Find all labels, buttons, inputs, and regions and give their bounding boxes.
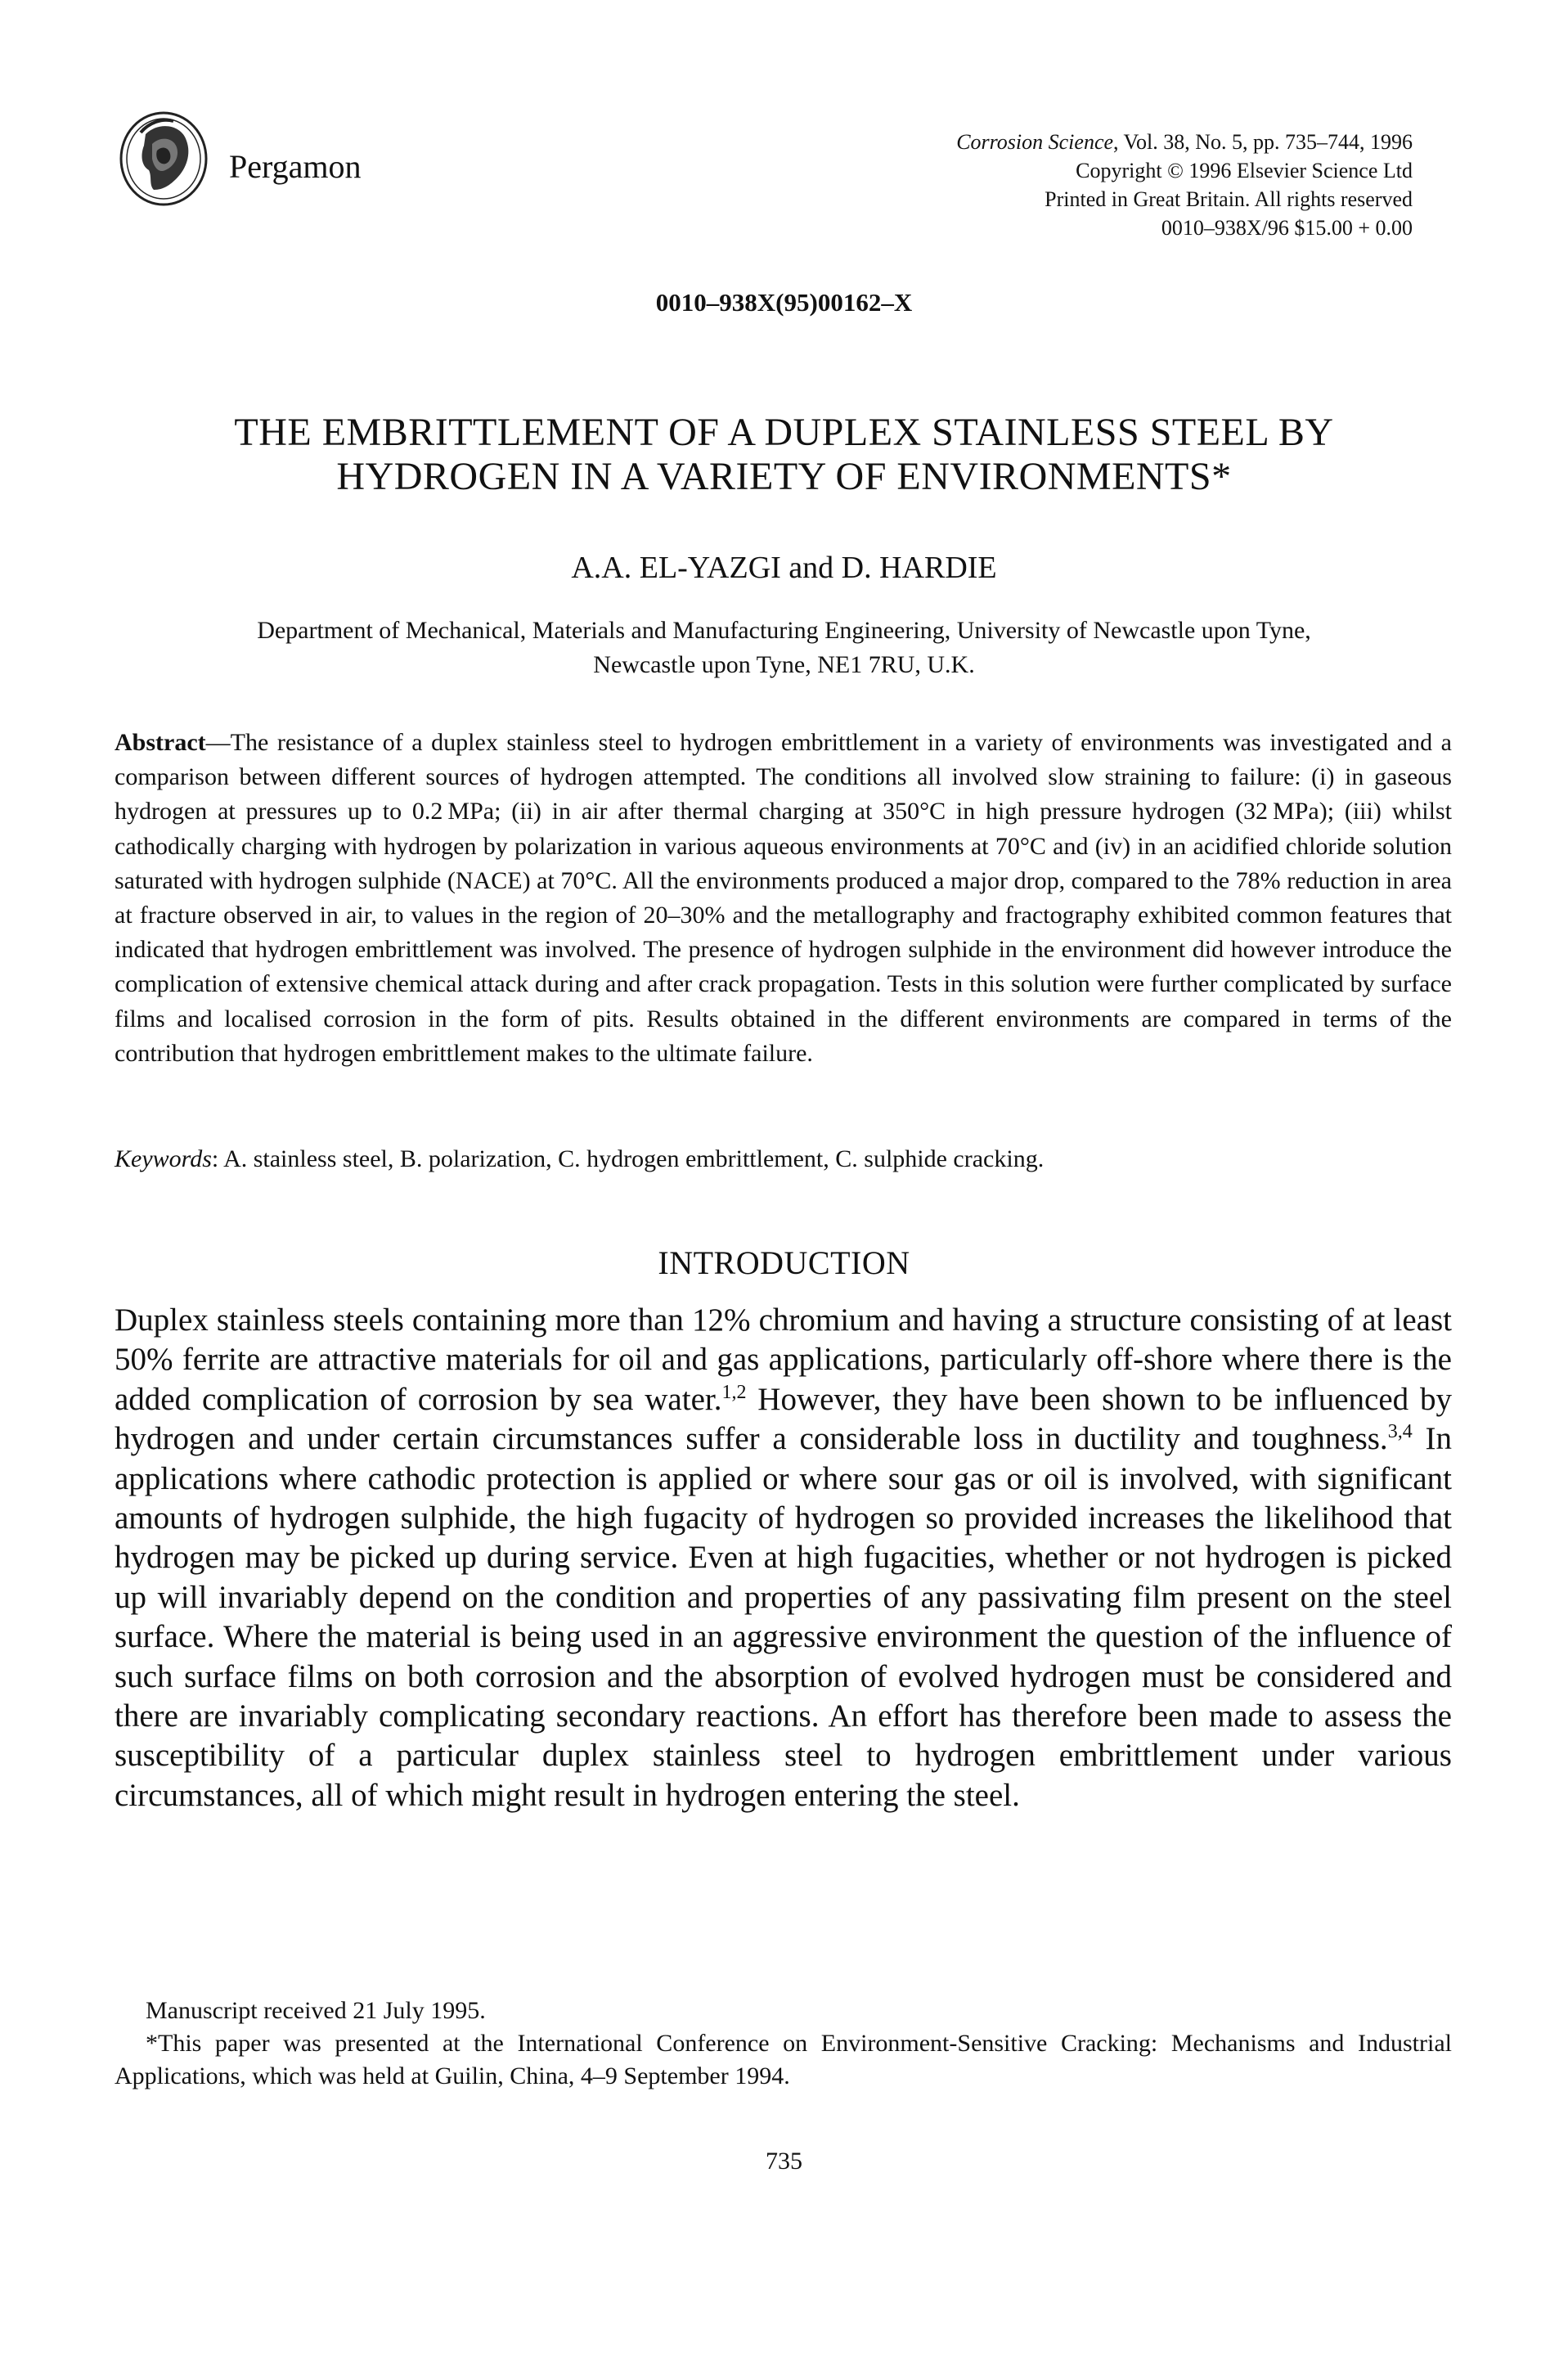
title-line-1: THE EMBRITTLEMENT OF A DUPLEX STAINLESS STEEL BY xyxy=(234,411,1334,454)
publisher-name: Pergamon xyxy=(229,148,362,185)
abstract-label: Abstract xyxy=(115,729,206,756)
footnote-received: Manuscript received 21 July 1995. xyxy=(146,1997,486,2024)
printed-line: Printed in Great Britain. All rights reserved xyxy=(1045,187,1413,211)
affiliation xyxy=(106,614,1462,682)
intro-text-part-3: In applications where cathodic protection is applied or where sour gas or oil is involved, with significant amounts of hydrogen sulphide, the high fugacity of hydrogen so provided increases the likelihood that hydrogen may be picked up during service. Even at high fugacities, whether or not hydrogen is picked up will invariably depend on the condition and properties of any passivating film present on the steel surface. Where the material is being used in an aggressive environment the question of the influence of such surface films on both corrosion and the absorption of evolved hydrogen must be considered and there are invariably complicating secondary reactions. An effort has therefore been made to assess the susceptibility of a particular duplex stainless steel to hydrogen embrittlement under various circumstances, all of which might result in hydrogen entering the steel. xyxy=(115,1421,1452,1813)
affiliation-line-2: Newcastle upon Tyne, NE1 7RU, U.K. xyxy=(593,651,975,678)
copyright-line: Copyright © 1996 Elsevier Science Ltd xyxy=(1076,159,1413,182)
page-number: 735 xyxy=(766,2148,802,2175)
reference-superscript: 3,4 xyxy=(1387,1421,1413,1443)
keywords-label: Keywords xyxy=(115,1145,212,1172)
journal-info xyxy=(956,128,1413,242)
journal-volume-details: , Vol. 38, No. 5, pp. 735–744, 1996 xyxy=(1113,130,1413,154)
authors: A.A. EL-YAZGI and D. HARDIE xyxy=(571,551,997,585)
intro-text-part-2: However, they have been shown to be influenced by hydrogen and under certain circumstances suffer a considerable loss in ductility and toughness. xyxy=(115,1381,1453,1457)
footnote-presented: *This paper was presented at the International Conference on Environment-Sensitive Cracking: Mechanisms and Industrial Applications, which was held at Guilin, China, 4–9 September 1994. xyxy=(115,2030,1452,2089)
journal-citation xyxy=(956,128,1413,156)
reference-superscript: 1,2 xyxy=(721,1381,747,1403)
pergamon-logo-icon xyxy=(116,108,214,209)
introduction-paragraph xyxy=(115,1301,1452,1815)
affiliation-line-1: Department of Mechanical, Materials and Manufacturing Engineering, University of Newcastle upon Tyne, xyxy=(257,617,1311,644)
intro-text-part-1: Duplex stainless steels containing more than 12% chromium and having a structure consisting of at least 50% ferrite are attractive materials for oil and gas applications, particularly off-shore where there is the added complication of corrosion by sea water. xyxy=(115,1302,1452,1417)
price-code: 0010–938X/96 $15.00 + 0.00 xyxy=(1161,216,1413,240)
keywords-text: : A. stainless steel, B. polarization, C. hydrogen embrittlement, C. sulphide cracking. xyxy=(211,1145,1045,1172)
article-title xyxy=(106,411,1462,499)
section-heading-introduction: INTRODUCTION xyxy=(658,1244,910,1281)
doi-code: 0010–938X(95)00162–X xyxy=(655,288,913,317)
abstract xyxy=(115,726,1452,1071)
keywords xyxy=(115,1145,1452,1173)
journal-name: Corrosion Science xyxy=(956,130,1114,154)
abstract-text: —The resistance of a duplex stainless steel to hydrogen embrittlement in a variety of environments was investigated and a comparison between different sources of hydrogen attempted. The conditions all involved slow straining to failure: (i) in gaseous hydrogen at pressures up to 0.2 MPa; (ii) in air after thermal charging at 350°C in high pressure hydrogen (32 MPa); (iii) whilst cathodically charging with hydrogen by polarization in various aqueous environments at 70°C and (iv) in an acidified chloride solution saturated with hydrogen sulphide (NACE) at 70°C. All the environments produced a major drop, compared to the 78% reduction in area at fracture observed in air, to values in the region of 20–30% and the metallography and fractography exhibited common features that indicated that hydrogen embrittlement was involved. The presence of hydrogen sulphide in the environment did however introduce the complication of extensive chemical attack during and after crack propagation. Tests in this solution were further complicated by surface films and localised corrosion in the form of pits. Results obtained in the different environments are compared in terms of the contribution that hydrogen embrittlement makes to the ultimate failure. xyxy=(115,729,1452,1067)
footnotes xyxy=(115,1995,1452,2093)
title-line-2: HYDROGEN IN A VARIETY OF ENVIRONMENTS* xyxy=(336,455,1232,498)
